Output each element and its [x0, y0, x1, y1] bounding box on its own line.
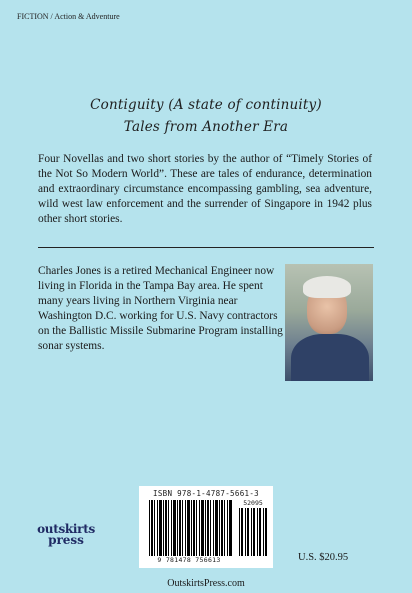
title-line-2: Tales from Another Era — [123, 119, 289, 135]
publisher-logo-line-1: outskirts — [37, 522, 95, 536]
isbn-text: ISBN 978-1-4787-5661-3 — [153, 489, 259, 498]
publisher-logo-line-2: press — [48, 533, 84, 547]
barcode — [139, 486, 273, 568]
barcode-bars — [149, 500, 233, 556]
barcode-addon-number: 52095 — [243, 499, 263, 507]
title-line-1: Contiguity (A state of continuity) — [90, 97, 322, 113]
publisher-logo — [36, 524, 96, 546]
book-title — [0, 94, 412, 138]
price: U.S. $20.95 — [298, 552, 349, 563]
author-photo-hair — [303, 276, 351, 298]
publisher-website: OutskirtsPress.com — [167, 578, 245, 589]
author-photo-body — [291, 334, 369, 381]
category-label: FICTION / Action & Adventure — [17, 12, 120, 21]
book-blurb: Four Novellas and two short stories by the author of “Timely Stories of the Not So Modern World”. These are tales of endurance, determination and extraordinary circumstance encompassing gambling, sea adventure, wild west law enforcement and the surrender of Singapore in 1942 plus other short stories. — [38, 153, 372, 225]
barcode-addon-bars — [239, 508, 267, 556]
author-photo — [285, 264, 373, 381]
ean-number: 9 781478 756613 — [157, 556, 221, 564]
divider — [38, 247, 374, 248]
author-bio: Charles Jones is a retired Mechanical Engineer now living in Florida in the Tampa Bay area. He spent many years living in Northern Virginia near Washington D.C. working for U.S. Navy contractors on the Ballistic Missile Submarine Program installing sonar systems. — [38, 265, 283, 352]
